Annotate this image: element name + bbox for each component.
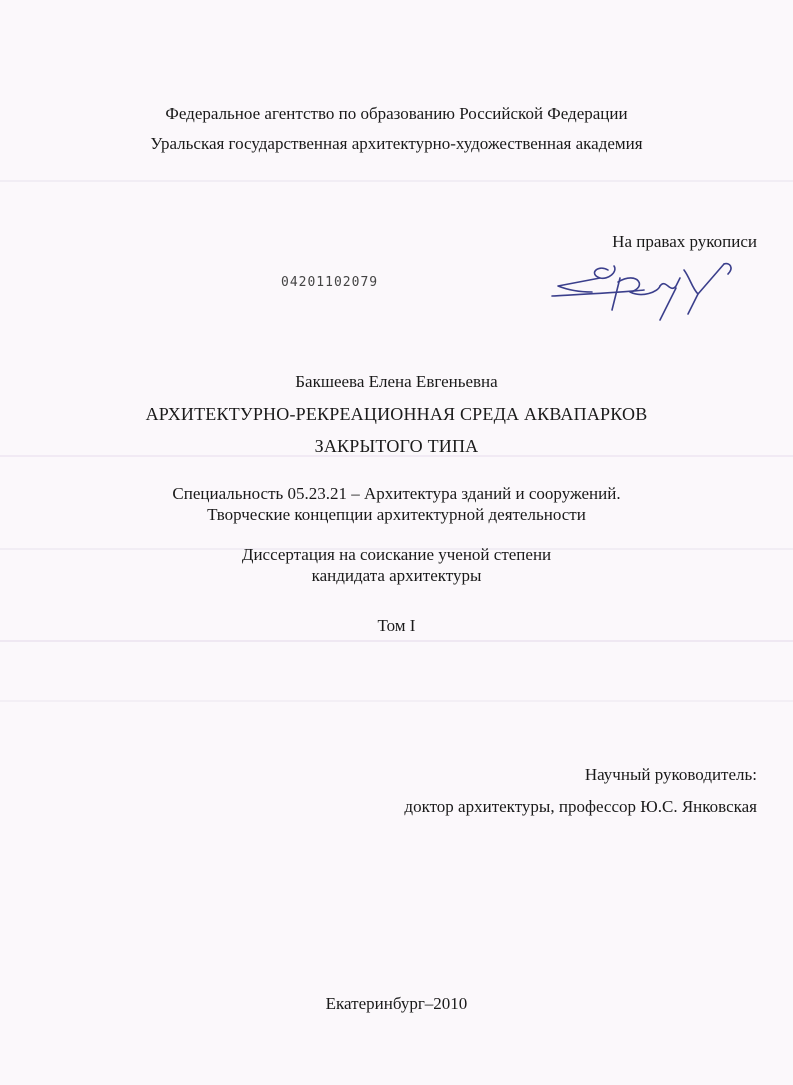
place-year: Екатеринбург–2010: [325, 994, 468, 1013]
agency-name: Федеральное агентство по образованию Российской Федерации: [165, 104, 628, 123]
scan-artifact: [0, 180, 793, 182]
specialty-line-2: Творческие концепции архитектурной деятельности: [207, 505, 586, 524]
rights-notice: На правах рукописи: [612, 232, 757, 251]
registry-number: 04201102079: [281, 275, 379, 290]
academy-name: Уральская государственная архитектурно-художественная академия: [150, 134, 643, 153]
author-name: Бакшеева Елена Евгеньевна: [295, 372, 498, 391]
volume-label: Том I: [377, 616, 416, 635]
thesis-title-line-2: ЗАКРЫТОГО ТИПА: [314, 436, 479, 456]
scan-artifact: [0, 640, 793, 642]
dissertation-line-1: Диссертация на соискание ученой степени: [241, 545, 552, 564]
supervisor-name: доктор архитектуры, профессор Ю.С. Янковская: [404, 797, 757, 816]
dissertation-line-2: кандидата архитектуры: [311, 566, 482, 585]
thesis-title-line-1: АРХИТЕКТУРНО-РЕКРЕАЦИОННАЯ СРЕДА АКВАПАРКОВ: [145, 404, 648, 424]
specialty-line-1: Специальность 05.23.21 – Архитектура зданий и сооружений.: [172, 484, 621, 503]
supervisor-label: Научный руководитель:: [584, 765, 757, 784]
scan-artifact: [0, 700, 793, 702]
signature-image: [548, 248, 748, 328]
